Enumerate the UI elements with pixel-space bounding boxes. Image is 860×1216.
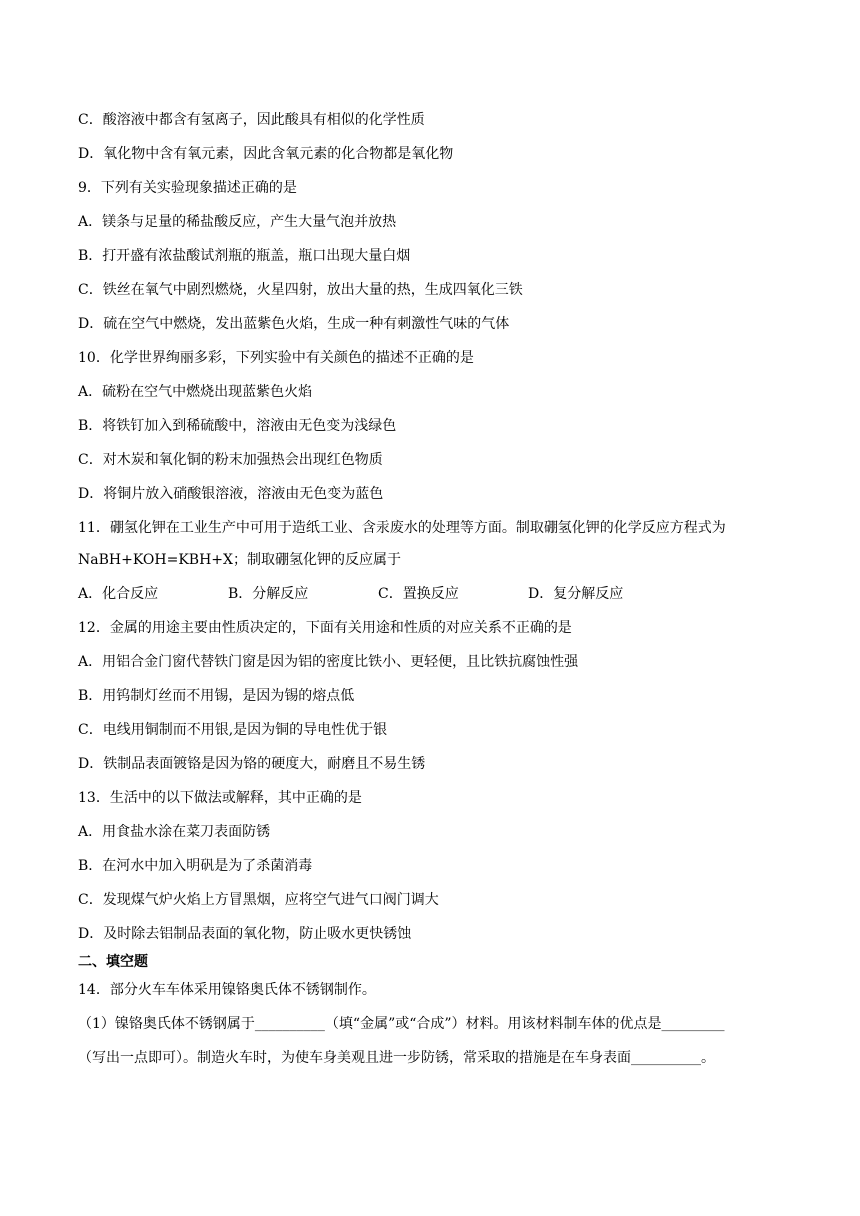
q11-option-b: B．分解反应	[228, 586, 309, 602]
q11-option-d: D．复分解反应	[528, 586, 624, 602]
q9-option-d: D．硫在空气中燃烧，发出蓝紫色火焰，生成一种有刺激性气味的气体	[78, 316, 510, 332]
q10-option-b: B．将铁钉加入到稀硫酸中，溶液由无色变为浅绿色	[78, 418, 397, 434]
q13-option-c: C．发现煤气炉火焰上方冒黑烟，应将空气进气口阀门调大	[78, 892, 439, 908]
q13-option-b: B．在河水中加入明矾是为了杀菌消毒	[78, 858, 313, 874]
section-heading-fill-in: 二、填空题	[78, 954, 148, 970]
q14-part1-line2: （写出一点即可）。制造火车时，为使车身美观且进一步防锈，常采取的措施是在车身表面__________。	[78, 1050, 715, 1066]
q9-option-b: B．打开盛有浓盐酸试剂瓶的瓶盖，瓶口出现大量白烟	[78, 248, 411, 264]
q12-option-c: C．电线用铜制而不用银,是因为铜的导电性优于银	[78, 722, 388, 738]
q12-option-b: B．用钨制灯丝而不用锡，是因为锡的熔点低	[78, 688, 355, 704]
q13-option-d: D．及时除去铝制品表面的氧化物，防止吸水更快锈蚀	[78, 926, 412, 942]
q9-stem: 9．下列有关实验现象描述正确的是	[78, 180, 297, 196]
q14-part1-line1: （1）镍铬奥氏体不锈钢属于__________（填“金属”或“合成”）材料。用该材料制车体的优点是_________	[78, 1016, 725, 1032]
q13-stem: 13．生活中的以下做法或解释，其中正确的是	[78, 790, 362, 806]
q10-stem: 10．化学世界绚丽多彩，下列实验中有关颜色的描述不正确的是	[78, 350, 474, 366]
q10-option-a: A．硫粉在空气中燃烧出现蓝紫色火焰	[78, 384, 313, 400]
q8-option-c: C．酸溶液中都含有氢离子，因此酸具有相似的化学性质	[78, 112, 425, 128]
q10-option-c: C．对木炭和氧化铜的粉末加强热会出现红色物质	[78, 452, 383, 468]
q9-option-c: C．铁丝在氧气中剧烈燃烧，火星四射，放出大量的热，生成四氧化三铁	[78, 282, 523, 298]
q13-option-a: A．用食盐水涂在菜刀表面防锈	[78, 824, 271, 840]
q11-stem: 11．硼氢化钾在工业生产中可用于造纸工业、含汞废水的处理等方面。制取硼氢化钾的化学反应方程式为	[78, 520, 726, 536]
q9-option-a: A．镁条与足量的稀盐酸反应，产生大量气泡并放热	[78, 214, 397, 230]
q11-option-c: C．置换反应	[378, 586, 459, 602]
q11-stem-continued: NaBH+KOH=KBH+X；制取硼氢化钾的反应属于	[78, 552, 401, 568]
q12-stem: 12．金属的用途主要由性质决定的，下面有关用途和性质的对应关系不正确的是	[78, 620, 572, 636]
q11-option-a: A．化合反应	[78, 586, 159, 602]
q8-option-d: D．氧化物中含有氧元素，因此含氧元素的化合物都是氧化物	[78, 146, 454, 162]
q12-option-d: D．铁制品表面镀铬是因为铬的硬度大，耐磨且不易生锈	[78, 756, 426, 772]
q12-option-a: A．用铝合金门窗代替铁门窗是因为铝的密度比铁小、更轻便，且比铁抗腐蚀性强	[78, 654, 579, 670]
q14-stem: 14．部分火车车体采用镍铬奥氏体不锈钢制作。	[78, 982, 376, 998]
q10-option-d: D．将铜片放入硝酸银溶液，溶液由无色变为蓝色	[78, 486, 384, 502]
